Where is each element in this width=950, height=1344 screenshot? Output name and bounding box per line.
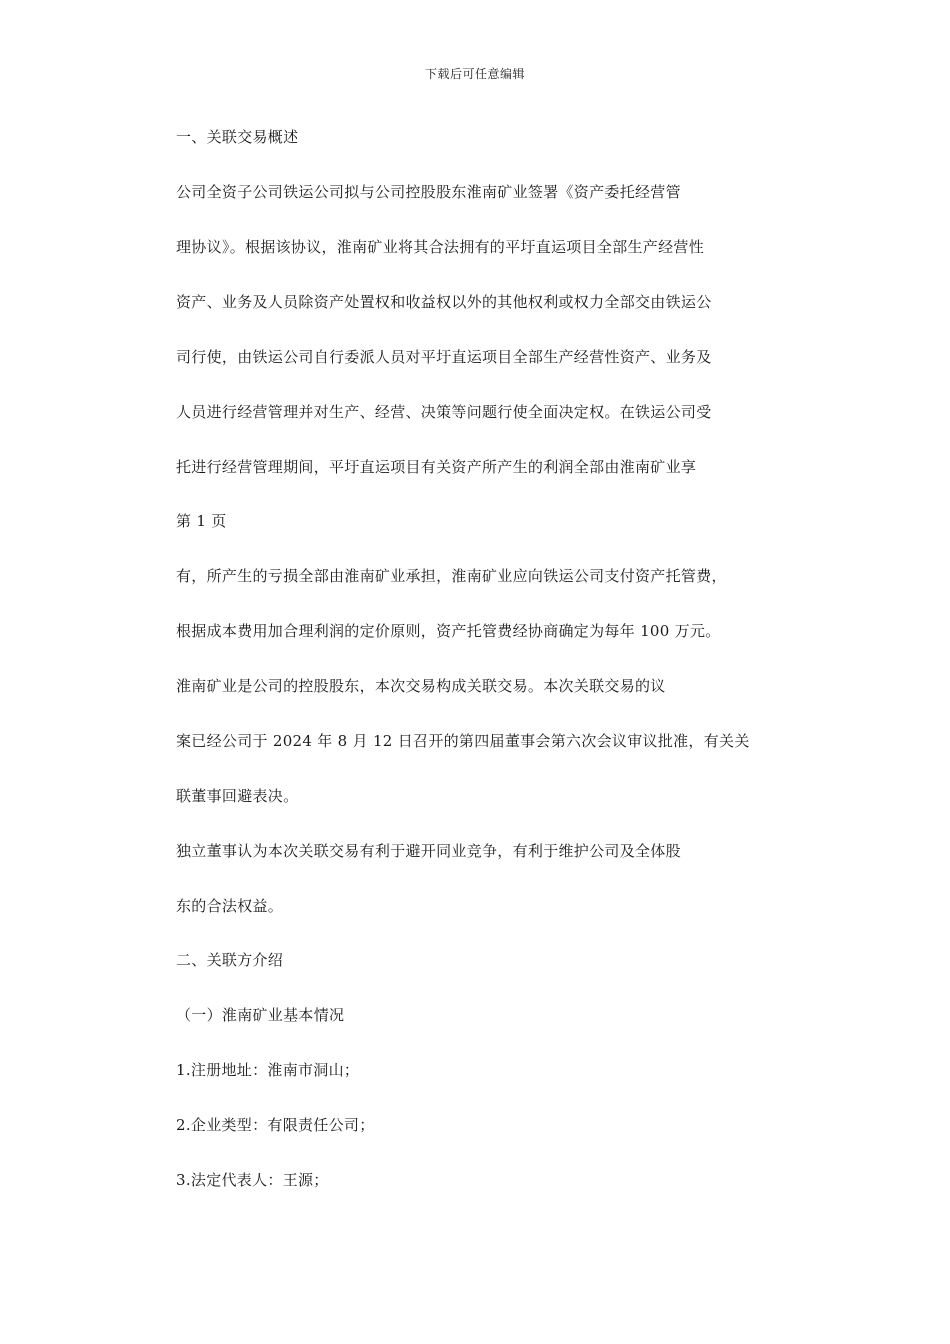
header-note: 下载后可任意编辑	[424, 67, 525, 81]
paragraph-line: 资产、业务及人员除资产处置权和收益权以外的其他权利或权力全部交由铁运公	[176, 293, 712, 311]
subsection-heading: （一）淮南矿业基本情况	[176, 1006, 345, 1024]
paragraph-line: 案已经公司于 2024 年 8 月 12 日召开的第四届董事会第六次会议审议批准，有关关	[176, 732, 750, 750]
list-item: 1.注册地址：淮南市洞山；	[176, 1061, 360, 1079]
paragraph-line: 根据成本费用加合理利润的定价原则，资产托管费经协商确定为每年 100 万元。	[176, 622, 721, 640]
paragraph-line: 托进行经营管理期间，平圩直运项目有关资产所产生的利润全部由淮南矿业享	[176, 458, 697, 476]
paragraph-line: 人员进行经营管理并对生产、经营、决策等问题行使全面决定权。在铁运公司受	[176, 403, 712, 421]
section-heading-2: 二、关联方介绍	[176, 951, 284, 969]
paragraph-line: 独立董事认为本次关联交易有利于避开同业竞争，有利于维护公司及全体股	[176, 842, 681, 860]
list-item: 3.法定代表人：王源；	[176, 1171, 329, 1189]
paragraph-line: 东的合法权益。	[176, 897, 284, 915]
paragraph-line: 理协议》。根据该协议，淮南矿业将其合法拥有的平圩直运项目全部生产经营性	[176, 238, 705, 256]
page-number: 第 1 页	[176, 512, 227, 530]
list-item: 2.企业类型：有限责任公司；	[176, 1116, 375, 1134]
paragraph-line: 有，所产生的亏损全部由淮南矿业承担，淮南矿业应向铁运公司支付资产托管费，	[176, 567, 727, 585]
paragraph-line: 淮南矿业是公司的控股股东，本次交易构成关联交易。本次关联交易的议	[176, 677, 666, 695]
paragraph-line: 联董事回避表决。	[176, 787, 299, 805]
paragraph-line: 公司全资子公司铁运公司拟与公司控股股东淮南矿业签署《资产委托经营管	[176, 183, 681, 201]
paragraph-line: 司行使，由铁运公司自行委派人员对平圩直运项目全部生产经营性资产、业务及	[176, 348, 712, 366]
section-heading-1: 一、关联交易概述	[176, 128, 299, 146]
